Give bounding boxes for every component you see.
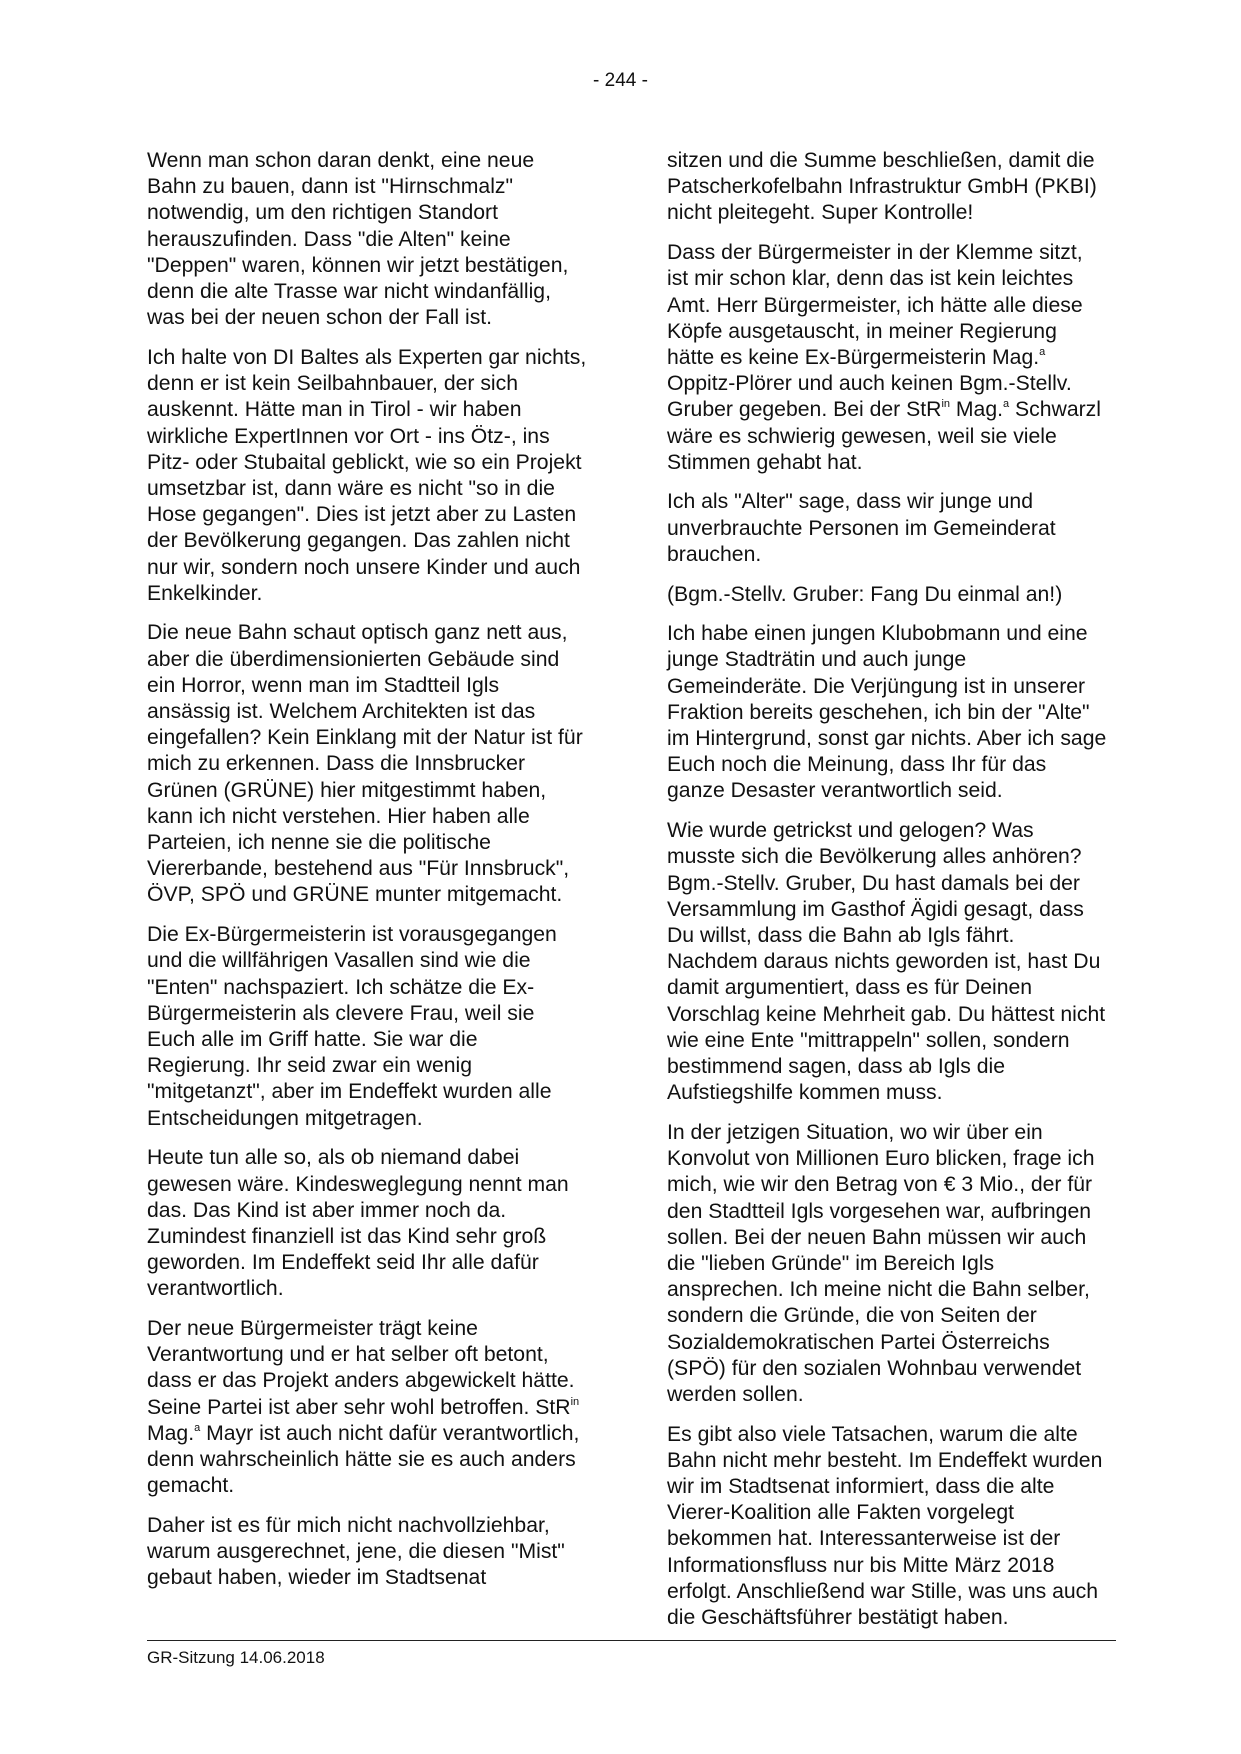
text-segment: Der neue Bürgermeister trägt keine Verantwortung und er hat selber oft betont, dass er das Projekt anders abgewickelt hätte. Seine Partei ist aber sehr wohl betroffen. StR bbox=[147, 1317, 575, 1419]
paragraph: Daher ist es für mich nicht nachvollziehbar, warum ausgerechnet, jene, die diesen "Mist" gebaut haben, wieder im Stadtsenat bbox=[147, 1513, 565, 1590]
page-number: - 244 - bbox=[593, 70, 648, 91]
paragraph: In der jetzigen Situation, wo wir über ein Konvolut von Millionen Euro blicken, frage ich mich, wie wir den Betrag von € 3 Mio., der für den Stadtteil Igls vorgesehen war, aufbringen sollen. Bei der neuen Bahn müssen wir auch die "lieben Gründe" im Bereich Igls ansprechen. Ich meine nicht die Bahn selber, sondern die Gründe, die von Seiten der Sozialdemokratischen Partei Österreichs (SPÖ) für den sozialen Wohnbau verwendet werden sollen. bbox=[667, 1120, 1095, 1406]
paragraph: Ich habe einen jungen Klubobmann und eine junge Stadträtin und auch junge Gemeinderäte. Die Verjüngung ist in unserer Fraktion bereits geschehen, ich bin der "Alte" im Hintergrund, sonst gar nichts. Aber ich sage Euch noch die Meinung, dass Ihr für das ganze Desaster verantwortlich seid. bbox=[667, 622, 1107, 803]
paragraph bbox=[147, 1316, 587, 1499]
paragraph: Ich halte von DI Baltes als Experten gar nichts, denn er ist kein Seilbahnbauer, der sich auskennt. Hätte man in Tirol - wir haben wirkliche ExpertInnen vor Ort - ins Ötz-, ins Pitz- oder Stubaital geblickt, wie so ein Projekt umsetzbar ist, dann wäre es nicht "so in die Hose gegangen". Dies ist jetzt aber zu Lasten der Bevölkerung gegangen. Das zahlen nicht nur wir, sondern noch unsere Kinder und auch Enkelkinder. bbox=[147, 345, 587, 605]
paragraph: Wie wurde getrickst und gelogen? Was musste sich die Bevölkerung alles anhören? Bgm.-Stellv. Gruber, Du hast damals bei der Versammlung im Gasthof Ägidi gesagt, dass Du willst, dass die Bahn ab Igls fährt. Nachdem daraus nichts geworden ist, hast Du damit argumentiert, dass es für Deinen Vorschlag keine Mehrheit gab. Du hättest nicht wie eine Ente "mittrappeln" sollen, sondern bestimmend sagen, dass ab Igls die Aufstiegshilfe kommen muss. bbox=[667, 819, 1106, 1105]
text-segment: Mayr ist auch nicht dafür verantwortlich, denn wahrscheinlich hätte sie es auch anders gemacht. bbox=[147, 1421, 580, 1498]
superscript: a bbox=[1039, 345, 1046, 358]
text-segment: Schwarzl wäre es schwierig gewesen, weil sie viele Stimmen gehabt hat. bbox=[667, 398, 1101, 474]
paragraph bbox=[667, 240, 1107, 476]
paragraph: Ich als "Alter" sage, dass wir junge und unverbrauchte Personen im Gemeinderat brauchen. bbox=[667, 490, 1056, 566]
text-segment: Dass der Bürgermeister in der Klemme sitzt, ist mir schon klar, denn das ist kein leichtes Amt. Herr Bürgermeister, ich hätte alle diese Köpfe ausgetauscht, in meiner Regierung hätte es keine Ex-Bürgermeisterin Mag. bbox=[667, 241, 1083, 369]
superscript: a bbox=[1003, 398, 1010, 411]
text-segment: Oppitz-Plörer und auch keinen Bgm.-Stellv. Gruber gegeben. Bei der StR bbox=[667, 372, 1072, 422]
paragraph: Wenn man schon daran denkt, eine neue Bahn zu bauen, dann ist "Hirnschmalz" notwendig, um den richtigen Standort herauszufinden. Dass "die Alten" keine "Deppen" waren, können wir jetzt bestätigen, denn die alte Trasse war nicht windanfällig, was bei der neuen schon der Fall ist. bbox=[147, 149, 569, 330]
right-column bbox=[667, 148, 1107, 1645]
text-segment: Mag. bbox=[147, 1421, 195, 1445]
superscript: a bbox=[194, 1421, 201, 1434]
paragraph: Die Ex-Bürgermeisterin ist vorausgegangen und die willfährigen Vasallen sind wie die "Enten" nachspaziert. Ich schätze die Ex-Bürgermeisterin als clevere Frau, weil sie Euch alle im Griff hatte. Sie war die Regierung. Ihr seid zwar ein wenig "mitgetanzt", aber im Endeffekt wurden alle Entscheidungen mitgetragen. bbox=[147, 923, 557, 1130]
footer-divider bbox=[147, 1640, 1116, 1641]
paragraph: Es gibt also viele Tatsachen, warum die alte Bahn nicht mehr besteht. Im Endeffekt wurden wir im Stadtsenat informiert, dass die alte Vierer-Koalition alle Fakten vorgelegt bekommen hat. Interessanterweise ist der Informationsfluss nur bis Mitte März 2018 erfolgt. Anschließend war Stille, was uns auch die Geschäftsführer bestätigt haben. bbox=[667, 1422, 1103, 1630]
footer-label: GR-Sitzung 14.06.2018 bbox=[147, 1648, 325, 1667]
paragraph: (Bgm.-Stellv. Gruber: Fang Du einmal an!) bbox=[667, 582, 1063, 606]
paragraph: sitzen und die Summe beschließen, damit die Patscherkofelbahn Infrastruktur GmbH (PKBI) nicht pleitegeht. Super Kontrolle! bbox=[667, 149, 1097, 225]
paragraph: Heute tun alle so, als ob niemand dabei gewesen wäre. Kindesweglegung nennt man das. Das Kind ist aber immer noch da. Zumindest finanziell ist das Kind sehr groß geworden. Im Endeffekt seid Ihr alle dafür verantwortlich. bbox=[147, 1146, 569, 1301]
text-segment: Mag. bbox=[950, 398, 1003, 422]
superscript: in bbox=[570, 1395, 580, 1408]
left-column bbox=[147, 148, 587, 1605]
superscript: in bbox=[941, 398, 950, 411]
paragraph: Die neue Bahn schaut optisch ganz nett aus, aber die überdimensionierten Gebäude sind ein Horror, wenn man im Stadtteil Igls ansässig ist. Welchem Architekten ist das eingefallen? Kein Einklang mit der Natur ist für mich zu erkennen. Dass die Innsbrucker Grünen (GRÜNE) hier mitgestimmt haben, kann ich nicht verstehen. Hier haben alle Parteien, ich nenne sie die politische Viererbande, bestehend aus "Für Innsbruck", ÖVP, SPÖ und GRÜNE munter mitgemacht. bbox=[147, 621, 583, 907]
